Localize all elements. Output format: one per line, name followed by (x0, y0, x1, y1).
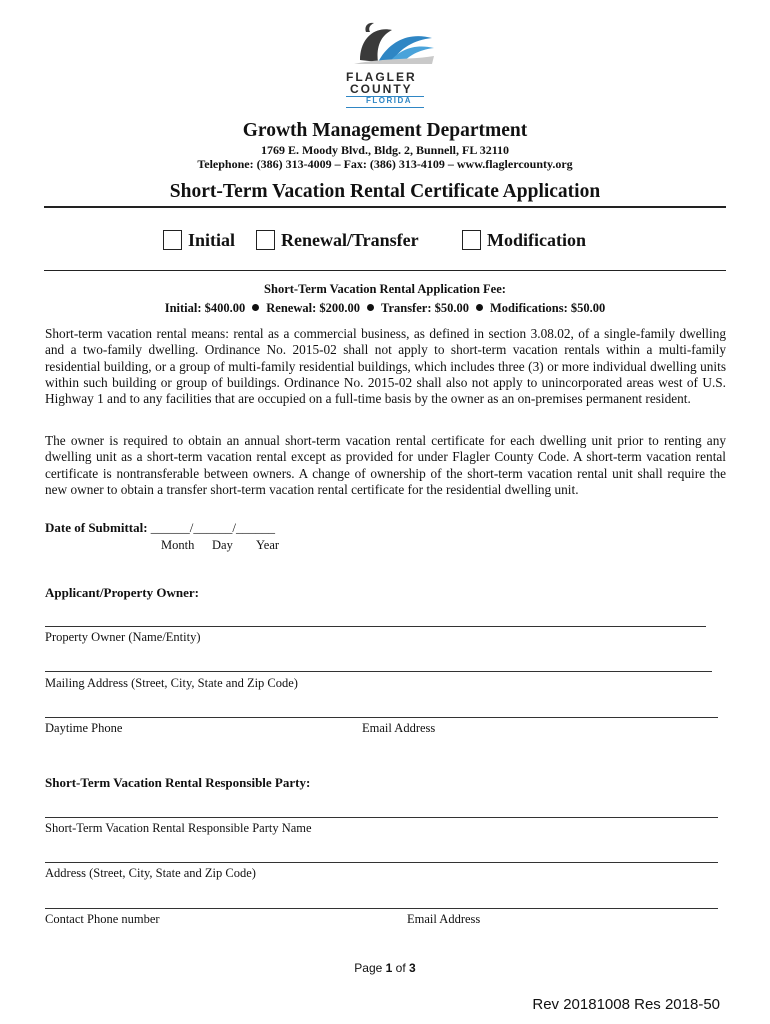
date-day-label: Day (212, 538, 233, 552)
bullet-icon (367, 304, 374, 311)
checkbox-rule (44, 270, 726, 271)
county-logo (330, 20, 440, 104)
heron-wave-icon (330, 20, 440, 72)
owner-name-field[interactable] (45, 626, 706, 627)
responsible-name-label: Short-Term Vacation Rental Responsible Party Name (45, 821, 312, 835)
owner-name-label: Property Owner (Name/Entity) (45, 630, 201, 644)
department-title: Growth Management Department (242, 120, 528, 141)
fee-initial: Initial: $400.00 (164, 301, 246, 315)
form-title: Short-Term Vacation Rental Certificate Application (169, 181, 601, 202)
title-rule (44, 206, 726, 208)
bullet-icon (252, 304, 259, 311)
logo-name-flagler: FLAGLER (346, 70, 417, 84)
page-of: of (395, 961, 406, 975)
owner-phone-label: Daytime Phone (45, 721, 123, 735)
mailing-address-label: Mailing Address (Street, City, State and Zip Code) (45, 676, 298, 690)
page-current: 1 (385, 961, 393, 975)
checkbox-modification-label: Modification (487, 230, 586, 250)
checkbox-renewal-box[interactable] (256, 230, 275, 250)
fee-list (0, 301, 770, 316)
department-address: 1769 E. Moody Blvd., Bldg. 2, Bunnell, FL 32110 (260, 143, 510, 157)
responsible-heading: Short-Term Vacation Rental Responsible Party: (45, 775, 311, 790)
bullet-icon (476, 304, 483, 311)
checkbox-modification-box[interactable] (462, 230, 481, 250)
responsible-name-field[interactable] (45, 817, 718, 818)
requirement-paragraph: The owner is required to obtain an annual short-term vacation rental certificate for each dwelling unit prior to renting any dwelling unit as a short-term vacation rental except as provided for under Flagler County Code. A short-term vacation rental certificate is nontransferable between owners. A change of ownership of the short-term vacation rental unit shall require the new owner to obtain a transfer short-term vacation rental certificate for the residential dwelling unit. (45, 433, 726, 497)
date-submittal (45, 520, 275, 536)
owner-phone-email-field[interactable] (45, 717, 718, 718)
revision-note: Rev 20181008 Res 2018-50 (532, 996, 720, 1013)
logo-name-county: COUNTY (350, 82, 413, 96)
checkbox-renewal-label: Renewal/Transfer (281, 230, 419, 250)
responsible-email-label: Email Address (407, 912, 481, 926)
date-submittal-label: Date of Submittal: (45, 520, 148, 535)
responsible-phone-email-field[interactable] (45, 908, 718, 909)
checkbox-initial-label: Initial (188, 230, 236, 250)
page-total: 3 (409, 961, 416, 975)
date-month-label: Month (161, 538, 195, 552)
logo-name-florida: FLORIDA (366, 96, 413, 105)
fee-renewal: Renewal: $200.00 (266, 301, 361, 315)
fee-transfer: Transfer: $50.00 (381, 301, 469, 315)
date-year-label: Year (256, 538, 280, 552)
page-number (0, 961, 770, 975)
checkbox-modification[interactable] (462, 230, 586, 251)
fee-modifications: Modifications: $50.00 (489, 301, 606, 315)
responsible-address-label: Address (Street, City, State and Zip Code) (45, 866, 256, 880)
definition-paragraph: Short-term vacation rental means: rental as a commercial business, as defined in section 3.08.02, of a single-family dwelling and a two-family dwelling. Ordinance No. 2015-02 shall not apply to short-term vacation rentals within a multi-family residential building, or a group of multi-family residential buildings, which includes three (3) or more individual dwelling units within such building or group of buildings. Ordinance No. 2015-02 shall also not apply to unincorporated areas west of U.S. Highway 1 and to any facilities that are occupied on a full-time basis by the owner as an on-premises permanent resident. (45, 326, 726, 407)
page-prefix: Page (354, 961, 383, 975)
checkbox-renewal[interactable] (256, 230, 419, 251)
department-contact: Telephone: (386) 313-4009 – Fax: (386) 313-4109 – www.flaglercounty.org (197, 157, 573, 171)
date-submittal-field[interactable]: ______/______/______ (150, 520, 276, 535)
mailing-address-field[interactable] (45, 671, 712, 672)
checkbox-initial[interactable] (163, 230, 235, 251)
responsible-phone-label: Contact Phone number (45, 912, 160, 926)
fee-heading: Short-Term Vacation Rental Application Fee: (264, 282, 506, 296)
applicant-heading: Applicant/Property Owner: (45, 585, 199, 600)
owner-email-label: Email Address (362, 721, 436, 735)
responsible-address-field[interactable] (45, 862, 718, 863)
checkbox-initial-box[interactable] (163, 230, 182, 250)
